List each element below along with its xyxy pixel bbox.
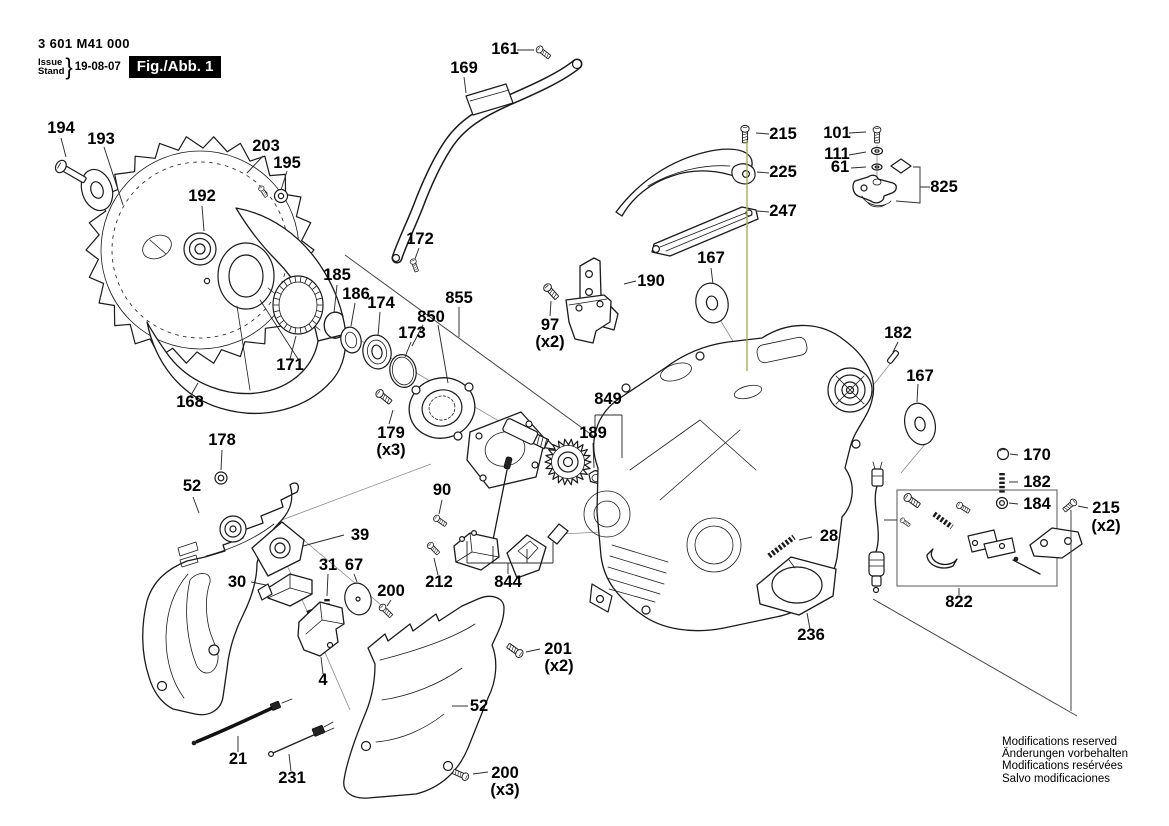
wire-231: [269, 722, 334, 756]
screw-822-b: [955, 501, 971, 514]
issue-word: Issue: [38, 56, 63, 68]
cord-clamp-97: [566, 295, 611, 343]
part-label-31: 31: [318, 556, 338, 574]
part-label-111: 111: [824, 145, 850, 163]
part-label-200-mid: 200: [377, 582, 405, 600]
modifications-notice: [1002, 736, 1128, 785]
part-label-167-right: 167: [906, 367, 934, 385]
part-label-855: 855: [445, 289, 473, 307]
screw-179: [374, 388, 393, 405]
screw-212: [426, 541, 441, 556]
part-label-849: 849: [594, 390, 622, 408]
part-label-189: 189: [579, 424, 607, 442]
part-label-172: 172: [406, 230, 434, 248]
type-number: 3 601 M41 000: [38, 36, 130, 51]
pin-182: [887, 350, 900, 364]
part-label-173: 173: [398, 324, 426, 342]
detent-ball-170: [998, 449, 1009, 460]
part-label-200-bottom: 200: [491, 764, 519, 782]
part-label-822: 822: [945, 593, 973, 611]
part-label-225: 225: [769, 163, 797, 181]
part-label-190: 190: [637, 272, 665, 290]
part-label-850: 850: [417, 308, 445, 326]
ring-gear: [273, 276, 323, 334]
power-cable: [869, 462, 897, 593]
part-label-168: 168: [176, 393, 204, 411]
part-label-192: 192: [188, 187, 216, 205]
issue-date: 19-08-07: [74, 61, 121, 73]
part-label-52-right: 52: [469, 697, 489, 715]
notice-line-es: Salvo modificaciones: [1002, 772, 1111, 785]
part-label-30: 30: [227, 573, 247, 591]
part-label-170: 170: [1023, 446, 1051, 464]
stand-word: Stand: [38, 66, 65, 77]
part-label-844: 844: [494, 573, 522, 591]
part-label-21: 21: [228, 750, 248, 768]
notice-line-fr: Modifications resérvées: [1002, 760, 1123, 773]
part-label-39: 39: [350, 526, 370, 544]
switch-assembly-box-822: [897, 490, 1082, 586]
hardware-825: [853, 145, 930, 207]
trigger-switch-4: [298, 602, 344, 656]
notice-line-en: Modifications reserved: [1002, 736, 1118, 748]
part-label-194: 194: [47, 119, 75, 137]
part-label-97-qty: (x2): [535, 333, 565, 351]
part-label-61: 61: [830, 158, 850, 176]
washer-167-right: [900, 400, 939, 448]
screw-90: [432, 514, 447, 528]
part-label-215-top: 215: [769, 125, 797, 143]
part-label-236: 236: [797, 626, 825, 644]
part-label-179: 179: [377, 424, 405, 442]
part-label-200-bottom-qty: (x3): [490, 781, 520, 799]
part-label-193: 193: [87, 130, 115, 148]
part-label-195: 195: [273, 154, 301, 172]
part-label-174: 174: [367, 294, 395, 312]
part-label-97: 97: [540, 316, 560, 334]
hex-nut-178: [215, 472, 227, 484]
title-block: [38, 36, 221, 80]
notice-line-de: Änderungen vorbehalten: [1002, 748, 1128, 761]
part-label-186: 186: [342, 285, 370, 303]
part-label-201-qty: (x2): [544, 657, 574, 675]
screw-215-top: [741, 125, 749, 142]
upper-cover: [616, 149, 755, 216]
part-label-231: 231: [278, 769, 306, 787]
exploded-drawing: [53, 45, 1082, 799]
screw-200-mid: [378, 603, 394, 619]
part-label-247: 247: [769, 202, 797, 220]
part-label-167-left: 167: [697, 249, 725, 267]
part-label-184: 184: [1023, 495, 1051, 513]
part-label-28: 28: [819, 527, 839, 545]
disc-67: [341, 580, 374, 618]
part-label-215-right: 215: [1092, 499, 1120, 517]
part-label-169: 169: [450, 59, 478, 77]
brace-glyph: }: [65, 53, 73, 80]
screw-172: [409, 258, 419, 272]
screw-215-right: [1062, 498, 1078, 513]
part-label-182-spring: 182: [1023, 473, 1051, 491]
blade-bolt-and-flange: [53, 158, 117, 214]
figure-label: Fig./Abb. 1: [129, 56, 222, 78]
part-label-185: 185: [323, 266, 351, 284]
screw-97: [542, 282, 560, 301]
part-label-101: 101: [823, 124, 851, 142]
part-label-212: 212: [425, 573, 453, 591]
part-label-825: 825: [930, 178, 958, 196]
part-label-215-right-qty: (x2): [1091, 517, 1121, 535]
part-label-171: 171: [276, 356, 304, 374]
part-label-4: 4: [318, 671, 328, 689]
screw-101: [873, 127, 881, 143]
part-label-67: 67: [344, 556, 364, 574]
screw-822-c: [899, 517, 911, 528]
part-label-179-qty: (x3): [376, 441, 406, 459]
screw-201: [506, 642, 525, 659]
part-label-52-left: 52: [182, 477, 202, 495]
grommet-195: [275, 190, 288, 203]
screw-161: [535, 45, 552, 61]
lock-button-30: [258, 574, 312, 606]
part-label-178: 178: [208, 431, 236, 449]
part-label-161: 161: [491, 40, 519, 58]
part-label-90: 90: [432, 481, 452, 499]
screw-822-a: [902, 492, 921, 509]
part-label-201: 201: [544, 640, 572, 658]
retaining-ring-184: [997, 498, 1008, 509]
part-label-182-pin: 182: [884, 324, 912, 342]
part-label-203: 203: [252, 137, 280, 155]
screw-200-bottom: [452, 768, 470, 782]
washer-167-left: [692, 280, 732, 326]
issue-stand-words: [38, 58, 64, 77]
